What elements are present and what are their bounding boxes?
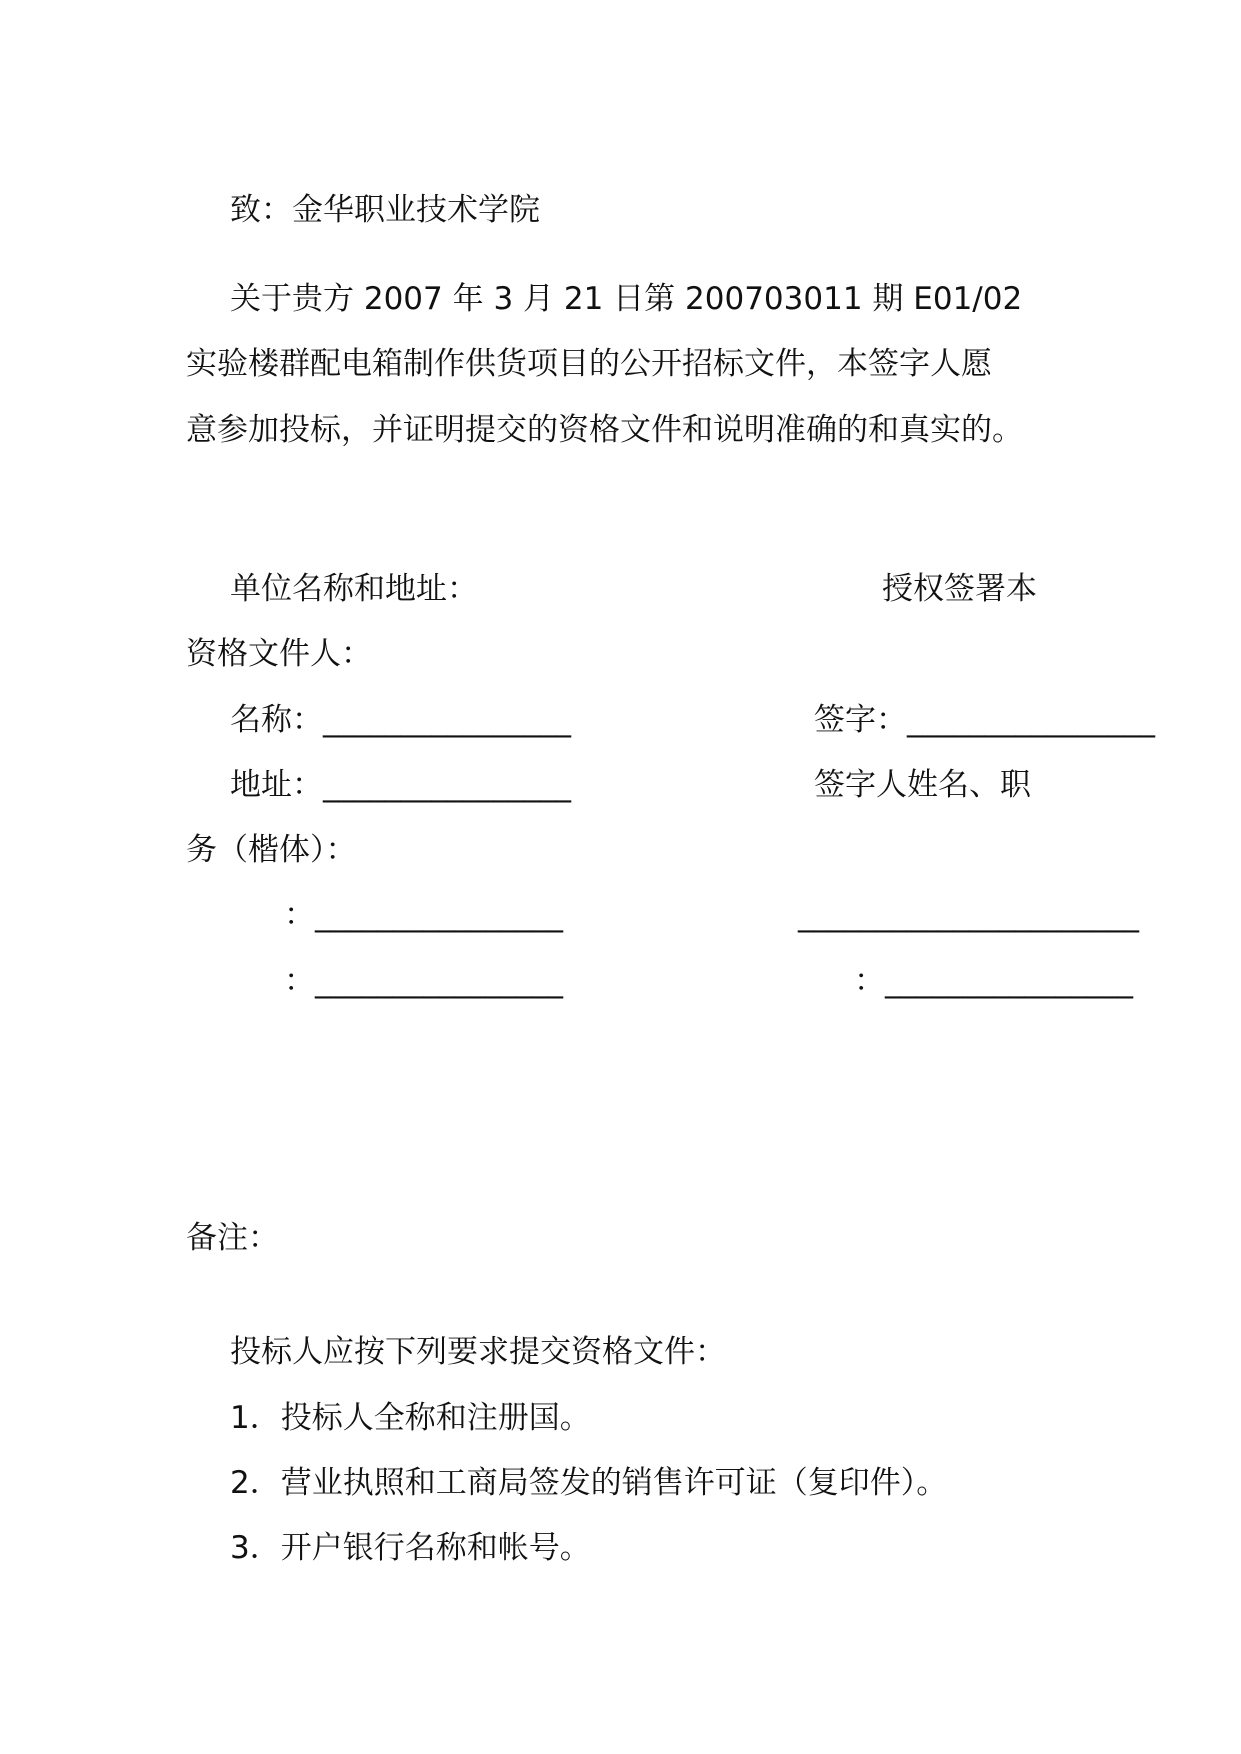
letter-body-line-1: 关于贵方 2007 年 3 月 21 日第 200703011 期 E01/02 (230, 281, 1023, 317)
name-field: 名称：________________ (230, 702, 571, 738)
notes-label: 备注： (186, 1220, 279, 1256)
applicant-label: 资格文件人： (186, 636, 372, 672)
notes-item-3: 3．开户银行名称和帐号。 (230, 1530, 591, 1566)
letter-recipient: 致：金华职业技术学院 (230, 192, 540, 228)
notes-item-2: 2．营业执照和工商局签发的销售许可证（复印件）。 (230, 1465, 948, 1501)
authorized-signer-label: 授权签署本 (882, 571, 1037, 607)
signer-name-title-label: 签字人姓名、职 (814, 767, 1031, 803)
blank-row-2-left: ：________________ (284, 963, 563, 999)
signature-field: 签字：________________ (814, 702, 1155, 738)
notes-intro: 投标人应按下列要求提交资格文件： (230, 1334, 726, 1370)
blank-row-2-right: ：________________ (854, 963, 1133, 999)
address-field: 地址：________________ (230, 767, 571, 803)
letter-body-line-3: 意参加投标，并证明提交的资格文件和说明准确的和真实的。 (186, 412, 1023, 448)
unit-name-address-label: 单位名称和地址： (230, 571, 478, 607)
notes-item-1: 1．投标人全称和注册国。 (230, 1400, 591, 1436)
position-label: 务（楷体）： (186, 832, 357, 868)
blank-row-1-right: ______________________ (798, 897, 1139, 933)
letter-body-line-2: 实验楼群配电箱制作供货项目的公开招标文件，本签字人愿 (186, 346, 992, 382)
blank-row-1-left: ：________________ (284, 897, 563, 933)
